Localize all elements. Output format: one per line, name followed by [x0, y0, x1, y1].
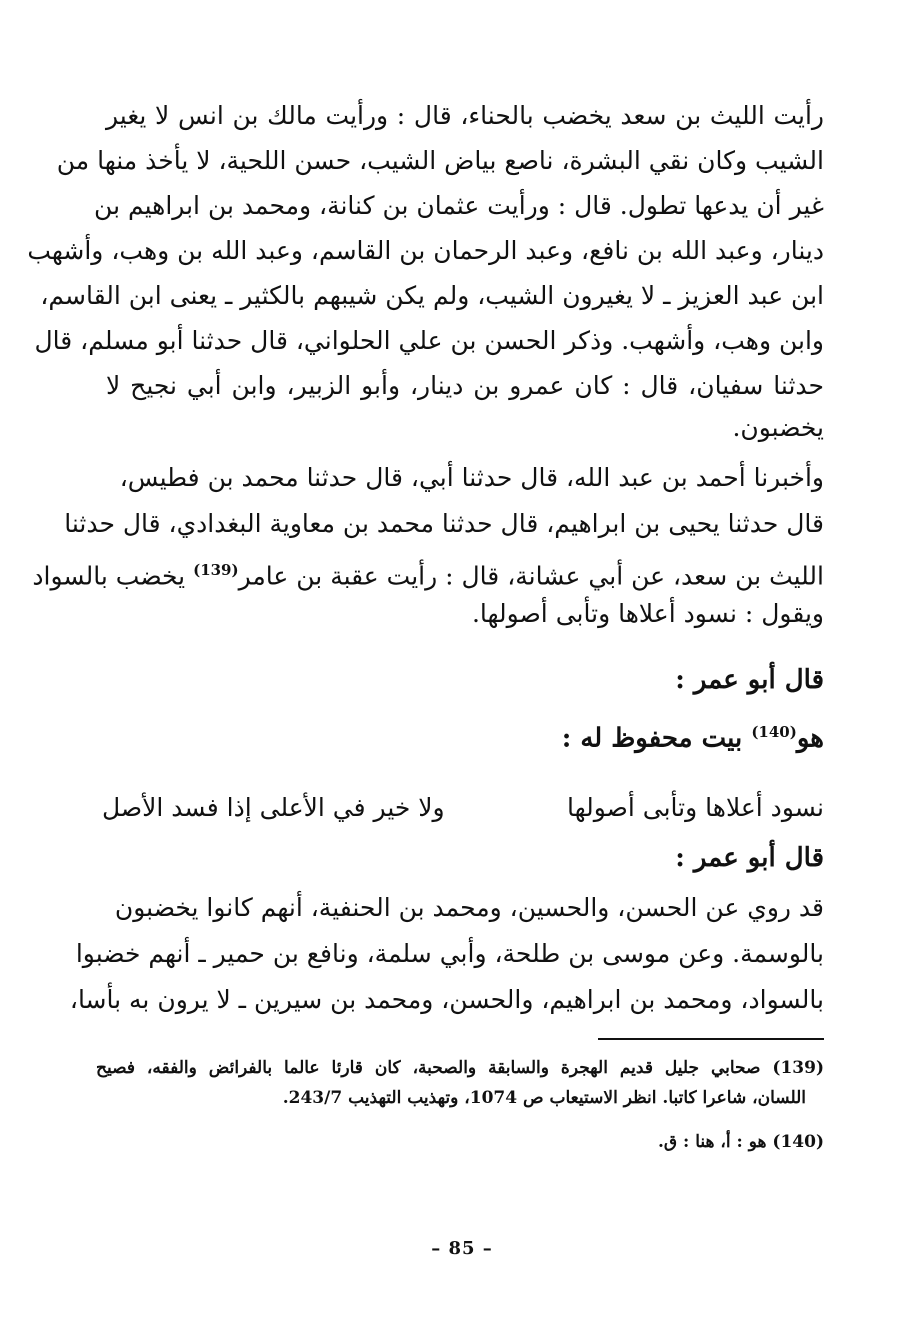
- section-heading: قال أبو عمر :: [675, 843, 824, 873]
- body-line: بالوسمة. وعن موسى بن طلحة، وأبي سلمة، ونافع بن حمير ـ أنهم خضبوا: [75, 939, 824, 968]
- footnote-140: (140) هو : أ، هنا : ق.: [658, 1132, 824, 1152]
- body-line: دينار، وعبد الله بن نافع، وعبد الرحمان بن القاسم، وعبد الله بن وهب، وأشهب: [27, 236, 824, 265]
- body-line: قد روي عن الحسن، والحسين، ومحمد بن الحنفية، أنهم كانوا يخضبون: [114, 893, 824, 922]
- body-line: وأخبرنا أحمد بن عبد الله، قال حدثنا أبي، قال حدثنا محمد بن فطيس،: [119, 463, 824, 492]
- verse-hemistich-second: ولا خير في الأعلى إذا فسد الأصل: [102, 793, 445, 822]
- section-heading: قال أبو عمر :: [675, 665, 824, 695]
- footnote-separator: [598, 1038, 824, 1040]
- body-line: وابن وهب، وأشهب. وذكر الحسن بن علي الحلواني، قال حدثنا أبو مسلم، قال: [34, 326, 824, 355]
- body-line: غير أن يدعها تطول. قال : ورأيت عثمان بن كنانة، ومحمد بن ابراهيم بن: [94, 191, 824, 220]
- body-line: حدثنا سفيان، قال : كان عمرو بن دينار، وأبو الزبير، وابن أبي نجيح لا: [106, 371, 824, 400]
- verse-intro-text: بيت محفوظ له :: [561, 723, 752, 754]
- body-line: [32, 550, 824, 591]
- verse-intro: [544, 712, 824, 752]
- footnote-139-continued: اللسان، شاعرا كاتبا. انظر الاستيعاب ص 1074، وتهذيب التهذيب 243/7.: [282, 1088, 806, 1108]
- body-line: بالسواد، ومحمد بن ابراهيم، والحسن، ومحمد بن سيرين ـ لا يرون به بأسا،: [69, 985, 824, 1014]
- body-line: ابن عبد العزيز ـ لا يغيرون الشيب، ولم يكن شيبهم بالكثير ـ يعنى ابن القاسم،: [40, 281, 824, 310]
- body-text: يخضب بالسواد: [32, 561, 194, 591]
- verse-hemistich-first: نسود أعلاها وتأبى أصولها: [566, 793, 824, 822]
- body-line: قال حدثنا يحيى بن ابراهيم، قال حدثنا محمد بن معاوية البغدادي، قال حدثنا: [64, 509, 824, 538]
- body-line: ويقول : نسود أعلاها وتأبى أصولها.: [471, 599, 824, 628]
- footnote-139: (139) صحابي جليل قديم الهجرة والسابقة والصحبة، كان قارئا عالما بالفرائض والفقه، فصيح: [96, 1058, 824, 1078]
- body-text: الليث بن سعد، عن أبي عشانة، قال : رأيت عقبة بن عامر: [238, 561, 824, 591]
- page-number: – 85 –: [431, 1238, 493, 1259]
- body-line: رأيت الليث بن سعد يخضب بالحناء، قال : ورأيت مالك بن انس لا يغير: [106, 101, 824, 130]
- body-line: يخضبون.: [732, 413, 824, 442]
- body-line: الشيب وكان نقي البشرة، ناصع بياض الشيب، حسن اللحية، لا يأخذ منها من: [56, 146, 824, 175]
- footnote-ref-139: (139): [193, 561, 239, 579]
- footnote-ref-140: (140): [751, 723, 797, 741]
- verse-intro-text: هو: [796, 723, 824, 754]
